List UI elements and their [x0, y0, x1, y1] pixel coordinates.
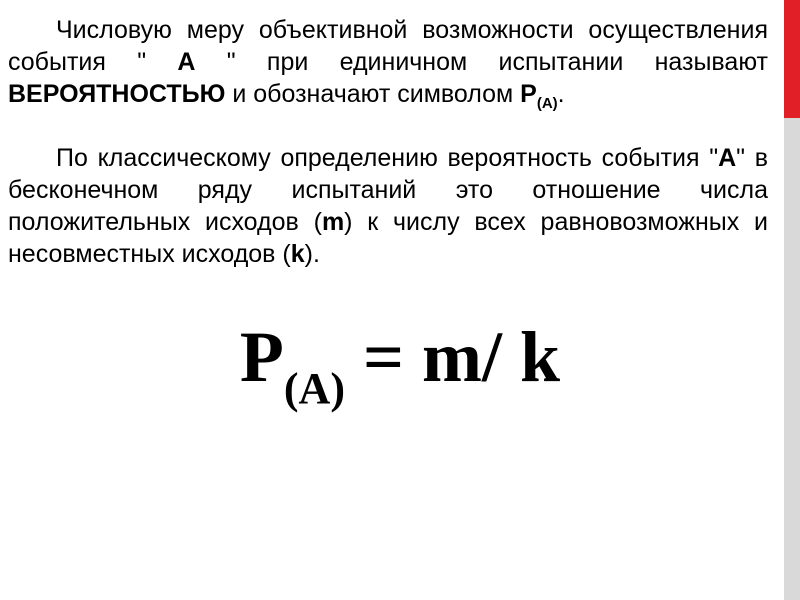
text-segment: " в бесконечном ряду испытаний это отношение числа положительных исходов ( — [8, 144, 768, 236]
formula-p: Р — [239, 317, 284, 397]
variable-m: m — [321, 208, 345, 236]
event-a: А — [718, 144, 737, 172]
term-probability: ВЕРОЯТНОСТЬЮ — [8, 80, 226, 108]
slide-accent-red — [784, 0, 800, 118]
formula-rhs: = m/ k — [345, 317, 561, 397]
formula-subscript: (А) — [283, 364, 345, 413]
paragraph-spacer — [8, 110, 768, 142]
definition-paragraph — [8, 14, 768, 110]
slide-content — [8, 14, 768, 270]
slide-accent-bar — [784, 0, 800, 600]
classical-definition-paragraph — [8, 142, 768, 270]
text-segment: Числовую меру объективной возможности осуществления события " — [8, 16, 768, 76]
text-segment: " при единичном испытании называют — [195, 48, 768, 76]
event-a: А — [177, 48, 196, 76]
text-segment: . — [557, 80, 565, 108]
text-segment: По классическому определению вероятность события " — [56, 144, 719, 172]
variable-k: k — [290, 240, 305, 268]
text-segment: ). — [304, 240, 320, 268]
probability-formula — [0, 312, 800, 413]
symbol-subscript: (А) — [536, 95, 558, 112]
symbol-p: Р — [520, 80, 537, 108]
text-segment: ) к числу всех равновозможных и несовместных исходов ( — [8, 208, 768, 268]
text-segment: и обозначают символом — [225, 80, 521, 108]
